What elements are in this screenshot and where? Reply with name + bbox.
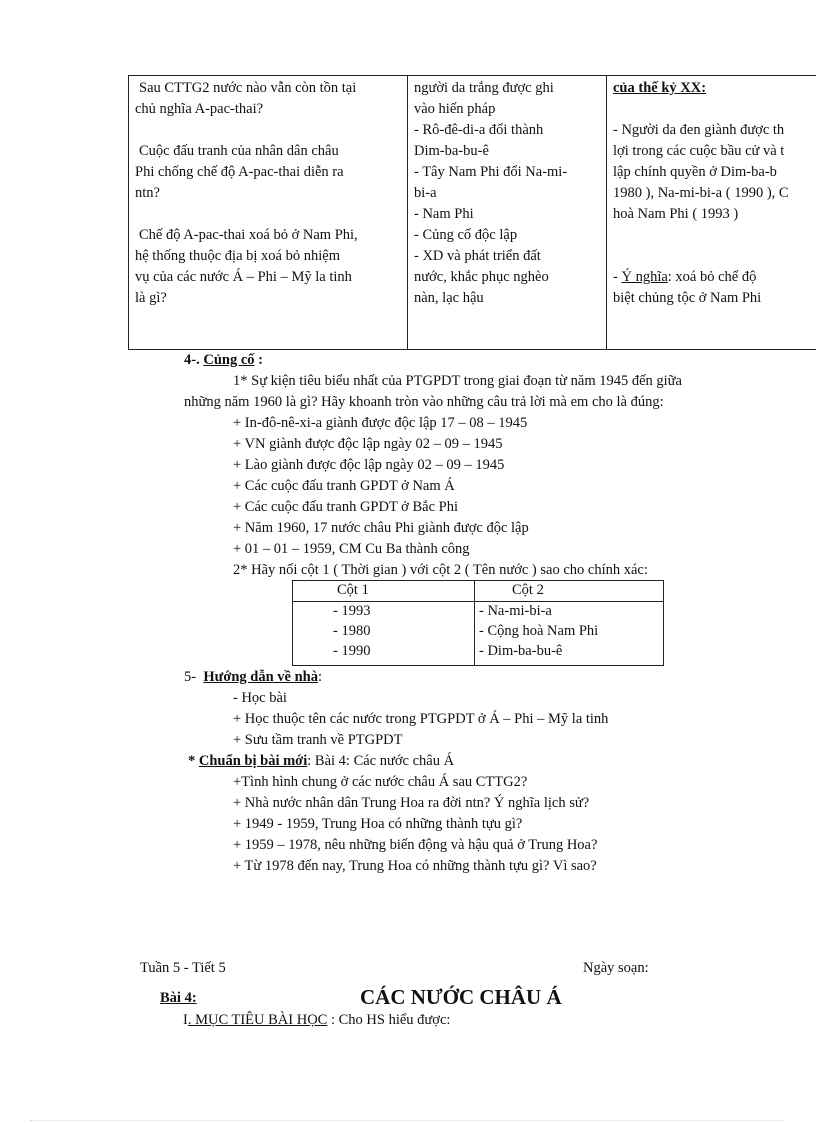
week-label: Tuần 5 - Tiết 5 [140, 960, 226, 976]
table-col-notes [607, 76, 816, 349]
section5-number: 5- [184, 669, 197, 685]
table-cell-line: - Người da đen giành được th [613, 122, 785, 138]
table-cell-line: là gì? [135, 290, 167, 306]
option-item[interactable]: + VN giành được độc lập ngày 02 – 09 – 1945 [233, 436, 503, 452]
table-cell-line: nàn, lạc hậu [414, 290, 484, 306]
lesson-number: Bài 4: [160, 990, 197, 1006]
table-cell-line: người da trắng được ghi [414, 80, 554, 96]
table-cell-line: bi-a [414, 185, 437, 201]
table-col-questions [129, 76, 408, 349]
lesson-table [128, 75, 816, 350]
prep-heading [188, 753, 454, 770]
table-cell-line: Chế độ A-pac-thai xoá bỏ ở Nam Phi, [139, 227, 358, 243]
table-cell-line: vụ của các nước Á – Phi – Mỹ la tinh [135, 269, 352, 285]
table-cell-line: 1980 ), Na-mi-bi-a ( 1990 ), C [613, 185, 789, 201]
table-cell-line: lợi trong các cuộc bầu cử và t [613, 143, 785, 159]
table-cell-line: - Tây Nam Phi đổi Na-mi- [414, 164, 568, 180]
homework-item: + Học thuộc tên các nước trong PTGPDT ở Á – Phi – Mỹ la tinh [233, 711, 609, 727]
prep-star: * [188, 753, 196, 769]
table-cell-line: biệt chủng tộc ở Nam Phi [613, 290, 762, 306]
option-item[interactable]: + In-đô-nê-xi-a giành được độc lập 17 – 08 – 1945 [233, 415, 528, 431]
table-cell-line: nước, khắc phục nghèo [414, 269, 549, 285]
match-table [292, 580, 664, 666]
prep-item: +Tình hình chung ở các nước châu Á sau CTTG2? [233, 774, 528, 790]
option-item[interactable]: + Lào giành được độc lập ngày 02 – 09 – 1945 [233, 457, 505, 473]
meaning-text: : xoá bỏ chế độ [667, 269, 757, 285]
question-2: 2* Hãy nối cột 1 ( Thời gian ) với cột 2 ( Tên nước ) sao cho chính xác: [233, 562, 648, 578]
meaning-label: Ý nghĩa [621, 269, 668, 285]
prep-title: Chuẩn bị bài mới [198, 753, 308, 769]
match-table-divider [474, 581, 475, 665]
option-item[interactable]: + Các cuộc đấu tranh GPDT ở Nam Á [233, 478, 455, 494]
objectives-title: . MỤC TIÊU BÀI HỌC [187, 1012, 328, 1028]
match-cell: - Na-mi-bi-a [479, 603, 552, 619]
option-item[interactable]: + Năm 1960, 17 nước châu Phi giành được độc lập [233, 520, 529, 536]
section5-title: Hướng dẫn về nhà [203, 669, 318, 685]
table-cell-line: vào hiến pháp [414, 101, 496, 117]
section4-colon: : [254, 352, 263, 368]
meaning-line: - Ý nghĩa: xoá bỏ chế độ [613, 269, 757, 285]
notes-heading: của thế kỷ XX: [613, 80, 707, 96]
table-cell-line: Cuộc đấu tranh của nhân dân châu [139, 143, 339, 159]
table-cell-line: lập chính quyền ở Dim-ba-b [613, 164, 777, 180]
option-item[interactable]: + 01 – 01 – 1959, CM Cu Ba thành công [233, 541, 470, 557]
table-cell-line: hệ thống thuộc địa bị xoá bỏ nhiệm [135, 248, 340, 264]
table-cell-line: - XD và phát triển đất [414, 248, 541, 264]
match-cell: - 1990 [333, 643, 371, 659]
table-cell-line: Phi chống chế độ A-pac-thai diễn ra [135, 164, 344, 180]
table-cell-line: - Củng cố độc lập [414, 227, 518, 243]
match-table-header-rule [293, 601, 663, 602]
match-cell: - Cộng hoà Nam Phi [479, 623, 599, 639]
lesson-label [160, 990, 197, 1007]
prep-item: + 1949 - 1959, Trung Hoa có những thành tựu gì? [233, 816, 523, 832]
page-edge-rule [30, 1120, 786, 1121]
objectives-number: I [183, 1012, 188, 1028]
section4-title: Củng cố [203, 352, 255, 368]
table-cell-line: - Nam Phi [414, 206, 474, 222]
objectives-rest: : Cho HS hiểu được: [327, 1012, 451, 1028]
section5-colon: : [317, 669, 323, 685]
prep-rest: : Bài 4: Các nước châu Á [307, 753, 455, 769]
homework-item: + Sưu tầm tranh về PTGPDT [233, 732, 403, 748]
match-cell: - Dim-ba-bu-ê [479, 643, 563, 659]
table-cell-line: Dim-ba-bu-ê [414, 143, 489, 159]
prep-item: + Từ 1978 đến nay, Trung Hoa có những thành tựu gì? Vì sao? [233, 858, 597, 874]
table-cell-line: hoà Nam Phi ( 1993 ) [613, 206, 739, 222]
table-col-content [408, 76, 607, 349]
question-1-line1: 1* Sự kiện tiêu biểu nhất của PTGPDT trong giai đoạn từ năm 1945 đến giữa [233, 373, 682, 389]
date-label: Ngày soạn: [583, 960, 649, 976]
homework-item: - Học bài [233, 690, 287, 706]
prep-item: + Nhà nước nhân dân Trung Hoa ra đời ntn? Ý nghĩa lịch sử? [233, 795, 590, 811]
lesson-title: CÁC NƯỚC CHÂU Á [360, 985, 562, 1009]
table-cell-line: ntn? [135, 185, 160, 201]
option-item[interactable]: + Các cuộc đấu tranh GPDT ở Bắc Phi [233, 499, 458, 515]
match-cell: - 1993 [333, 603, 371, 619]
section4-heading [184, 352, 263, 369]
objectives-heading [183, 1012, 450, 1029]
question-1-line2: những năm 1960 là gì? Hãy khoanh tròn vào những câu trả lời mà em cho là đúng: [184, 394, 664, 410]
prep-item: + 1959 – 1978, nêu những biến động và hậu quả ở Trung Hoa? [233, 837, 598, 853]
table-cell-line: chủ nghĩa A-pac-thai? [135, 101, 264, 117]
match-cell: - 1980 [333, 623, 371, 639]
table-cell-line: - Rô-đê-di-a đổi thành [414, 122, 544, 138]
section5-heading [184, 669, 322, 686]
match-header-col1: Cột 1 [337, 582, 369, 598]
section4-number: 4-. [184, 352, 200, 368]
table-cell-line: Sau CTTG2 nước nào vẫn còn tồn tại [139, 80, 357, 96]
match-header-col2: Cột 2 [512, 582, 544, 598]
